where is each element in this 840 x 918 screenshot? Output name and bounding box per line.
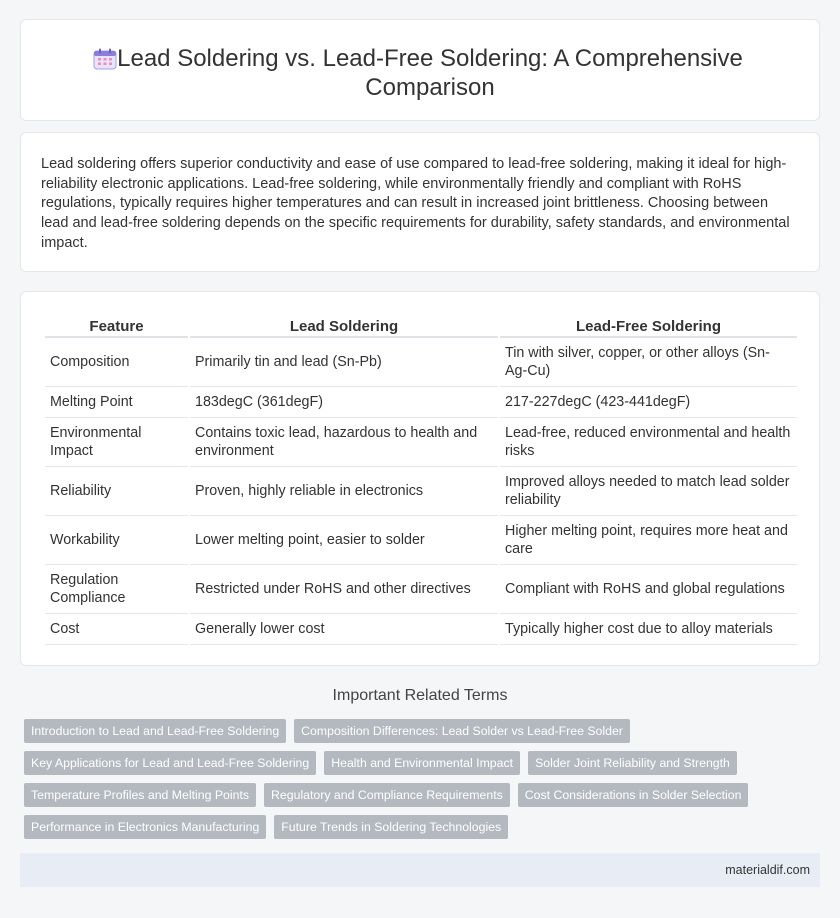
table-header-row xyxy=(45,314,797,338)
related-term-tag[interactable]: Key Applications for Lead and Lead-Free Soldering xyxy=(24,751,316,775)
table-cell: Melting Point xyxy=(45,387,188,418)
header-feature: Feature xyxy=(45,314,188,338)
related-term-tag[interactable]: Health and Environmental Impact xyxy=(324,751,520,775)
comparison-table-card xyxy=(20,291,820,666)
table-cell: 183degC (361degF) xyxy=(190,387,498,418)
header-lead-free-soldering: Lead-Free Soldering xyxy=(500,314,797,338)
related-terms-list xyxy=(24,719,824,847)
table-cell: Improved alloys needed to match lead solder reliability xyxy=(500,467,797,516)
related-term-tag[interactable]: Introduction to Lead and Lead-Free Soldering xyxy=(24,719,286,743)
page-title-line-2: Comparison xyxy=(365,74,495,101)
table-row xyxy=(45,338,797,387)
table-row xyxy=(45,467,797,516)
page-title-line-1: Lead Soldering vs. Lead-Free Soldering: A Comprehensive xyxy=(117,45,743,72)
header-lead-soldering: Lead Soldering xyxy=(190,314,498,338)
table-row xyxy=(45,387,797,418)
related-terms-heading: Important Related Terms xyxy=(332,687,508,704)
related-term-tag[interactable]: Temperature Profiles and Melting Points xyxy=(24,783,256,807)
table-row xyxy=(45,614,797,645)
table-cell: Cost xyxy=(45,614,188,645)
table-cell: 217-227degC (423-441degF) xyxy=(500,387,797,418)
table-cell: Environmental Impact xyxy=(45,418,188,467)
tag-row xyxy=(24,783,824,807)
table-cell: Lead-free, reduced environmental and health risks xyxy=(500,418,797,467)
related-term-tag[interactable]: Future Trends in Soldering Technologies xyxy=(274,815,508,839)
summary-text: Lead soldering offers superior conductivity and ease of use compared to lead-free soldering, making it ideal for high-reliability electronic applications. Lead-free soldering, while environmentally friendly and compliant with RoHS regulations, typically requires higher temperatures and can result in increased joint brittleness. Choosing between lead and lead-free soldering depends on the specific requirements for durability, safety standards, and environmental impact. xyxy=(41,156,790,251)
table-row xyxy=(45,565,797,614)
table-cell: Primarily tin and lead (Sn-Pb) xyxy=(190,338,498,387)
tag-row xyxy=(24,815,824,839)
comparison-table xyxy=(43,314,799,645)
tag-row xyxy=(24,751,824,775)
table-cell: Tin with silver, copper, or other alloys (Sn-Ag-Cu) xyxy=(500,338,797,387)
table-cell: Lower melting point, easier to solder xyxy=(190,516,498,565)
related-term-tag[interactable]: Composition Differences: Lead Solder vs Lead-Free Solder xyxy=(294,719,630,743)
table-cell: Generally lower cost xyxy=(190,614,498,645)
table-row xyxy=(45,516,797,565)
table-cell: Composition xyxy=(45,338,188,387)
related-term-tag[interactable]: Solder Joint Reliability and Strength xyxy=(528,751,737,775)
related-term-tag[interactable]: Performance in Electronics Manufacturing xyxy=(24,815,266,839)
table-cell: Restricted under RoHS and other directives xyxy=(190,565,498,614)
related-term-tag[interactable]: Regulatory and Compliance Requirements xyxy=(264,783,510,807)
table-cell: Compliant with RoHS and global regulations xyxy=(500,565,797,614)
related-term-tag[interactable]: Cost Considerations in Solder Selection xyxy=(518,783,749,807)
tag-row xyxy=(24,719,824,743)
footer-site-link[interactable]: materialdif.com xyxy=(725,863,810,877)
table-cell: Regulation Compliance xyxy=(45,565,188,614)
table-row xyxy=(45,418,797,467)
table-cell: Proven, highly reliable in electronics xyxy=(190,467,498,516)
header-card xyxy=(20,19,820,121)
table-cell: Workability xyxy=(45,516,188,565)
summary-card xyxy=(20,132,820,272)
table-cell: Higher melting point, requires more heat and care xyxy=(500,516,797,565)
footer xyxy=(20,853,820,887)
page-title xyxy=(101,44,759,102)
table-cell: Contains toxic lead, hazardous to health and environment xyxy=(190,418,498,467)
table-cell: Typically higher cost due to alloy materials xyxy=(500,614,797,645)
table-cell: Reliability xyxy=(45,467,188,516)
